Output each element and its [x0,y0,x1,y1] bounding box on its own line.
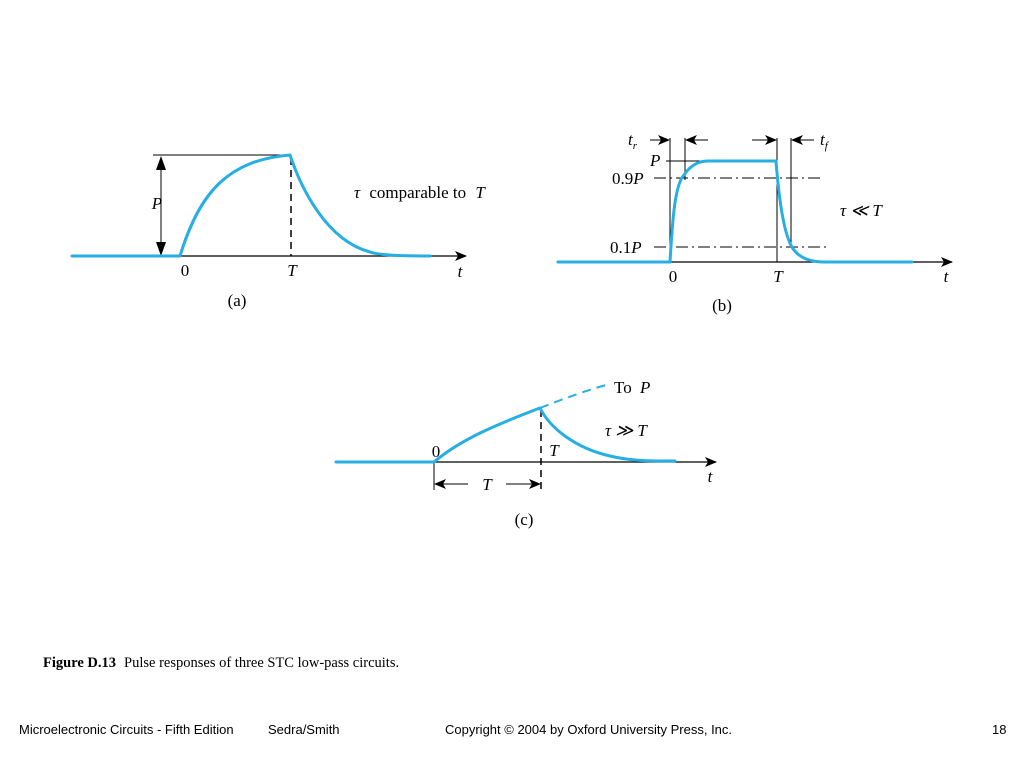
panel-b [558,130,952,315]
figure-caption [43,655,399,672]
figure-number: Figure D.13 [43,655,117,671]
panel-label-b: (b) [712,296,732,315]
panel-c [336,378,716,529]
to-p-label: To P [614,378,651,397]
panel-a [72,155,486,310]
extrapolation-to-p [540,385,606,408]
caption-text: Pulse responses of three STC low-pass circuits. [124,655,400,671]
origin-label: 0 [668,267,678,286]
tau-much-less-annotation: τ ≪ T [840,201,882,220]
panel-label-a: (a) [227,291,247,310]
time-axis-label: t [943,267,949,286]
footer-authors: Sedra/Smith [268,722,340,737]
tau-comparable-annotation: τ comparable to T [354,183,485,202]
amplitude-arrowhead-top [156,156,166,170]
level-10-label: 0.1P [610,238,642,257]
footer-page-number: 18 [992,722,1007,737]
pulse-response-curve-a [72,155,430,256]
amplitude-label: P [151,194,163,213]
origin-label: 0 [431,442,441,461]
footer-copyright: Copyright © 2004 by Oxford University Press, Inc. [445,722,733,737]
time-axis-label: t [457,262,463,281]
fall-time-label: $t_f$ [820,130,828,152]
period-label: T [773,267,783,286]
level-90-label: 0.9P [612,169,644,188]
panel-label-c: (c) [514,510,534,529]
time-axis-label: t [707,467,713,486]
amplitude-arrowhead-bottom [156,242,166,256]
peak-level-label: P [650,151,661,170]
period-label: T [287,261,297,280]
rise-time-label: $t_r$ [628,130,638,152]
origin-label: 0 [180,261,190,280]
period-label: T [549,441,559,460]
footer-book-title: Microelectronic Circuits - Fifth Edition [19,722,234,737]
tau-much-greater-annotation: τ ≫ T [605,421,647,440]
dimension-label: T [482,475,492,494]
